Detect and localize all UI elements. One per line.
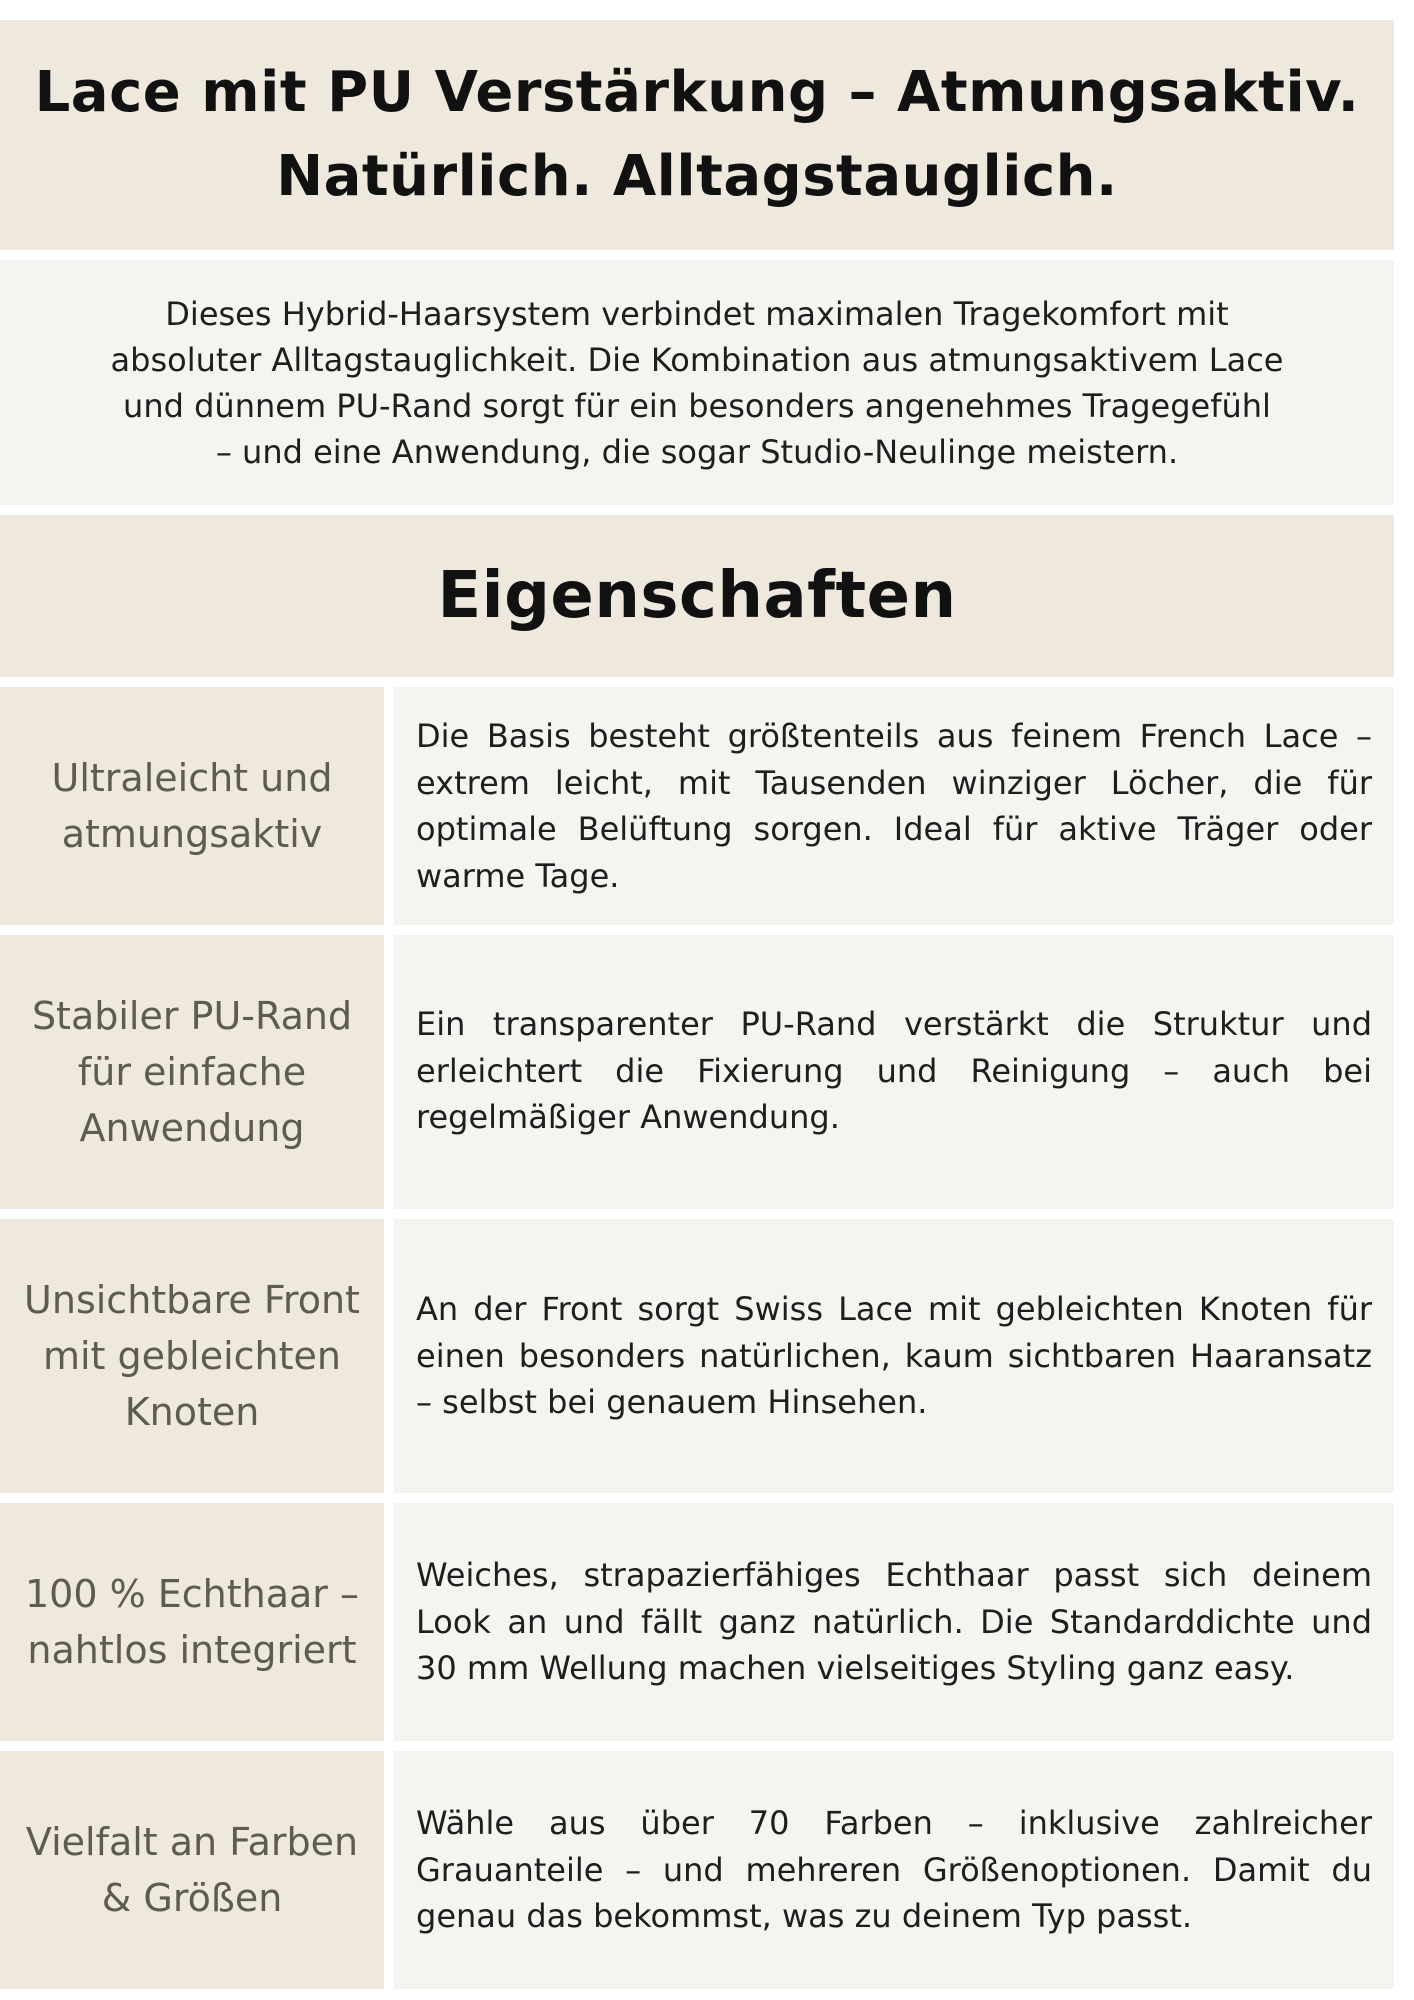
intro-line-3: und dünnem PU-Rand sorgt für ein besonders angenehmes Tragegefühl <box>123 386 1271 425</box>
intro-line-2: absoluter Alltagstauglichkeit. Die Kombination aus atmungsaktivem Lace <box>110 340 1284 379</box>
intro-panel <box>0 260 1394 505</box>
feature-label: Unsichtbare Front mit gebleichten Knoten <box>24 1278 360 1434</box>
feature-row <box>0 687 1394 925</box>
feature-row <box>0 1503 1394 1741</box>
feature-description: An der Front sorgt Swiss Lace mit gebleichten Knoten für einen besonders natürlichen, kaum sichtbaren Haaransatz – selbst bei genauem Hinsehen. <box>416 1290 1372 1422</box>
feature-label: 100 % Echthaar – nahtlos integriert <box>24 1572 360 1672</box>
feature-label: Ultraleicht und atmungsaktiv <box>51 756 333 856</box>
page-title-line-1: Lace mit PU Verstärkung – Atmungsaktiv. <box>34 60 1360 125</box>
feature-description-cell <box>394 1503 1394 1741</box>
intro-text <box>111 291 1284 475</box>
feature-label-cell <box>0 687 384 925</box>
feature-description: Wähle aus über 70 Farben – inklusive zahlreicher Grauanteile – und mehreren Größenoptionen. Damit du genau das bekommst, was zu deinem Typ passt. <box>416 1804 1372 1936</box>
feature-row <box>0 1219 1394 1493</box>
intro-line-4: – und eine Anwendung, die sogar Studio-Neulinge meistern. <box>215 432 1179 471</box>
product-info-sheet <box>0 20 1394 1989</box>
feature-description: Ein transparenter PU-Rand verstärkt die Struktur und erleichtert die Fixierung und Reinigung – auch bei regelmäßiger Anwendung. <box>416 1005 1372 1136</box>
feature-description-cell <box>394 935 1394 1209</box>
feature-label-cell <box>0 1751 384 1989</box>
feature-description-cell <box>394 687 1394 925</box>
feature-label-cell <box>0 1219 384 1493</box>
feature-row <box>0 935 1394 1209</box>
feature-description: Weiches, strapazierfähiges Echthaar passt sich deinem Look an und fällt ganz natürlich. Die Standarddichte und 30 mm Wellung machen vielseitiges Styling ganz easy. <box>416 1556 1372 1688</box>
feature-label: Vielfalt an Farben & Größen <box>25 1820 359 1920</box>
intro-line-1: Dieses Hybrid-Haarsystem verbindet maximalen Tragekomfort mit <box>165 294 1229 333</box>
feature-description-cell <box>394 1219 1394 1493</box>
page-title-line-2: Natürlich. Alltagstauglich. <box>276 144 1118 209</box>
feature-label: Stabiler PU-Rand für einfache Anwendung <box>31 994 353 1150</box>
feature-label-cell <box>0 935 384 1209</box>
feature-row <box>0 1751 1394 1989</box>
feature-description-cell <box>394 1751 1394 1989</box>
feature-label-cell <box>0 1503 384 1741</box>
feature-description: Die Basis besteht größtenteils aus feinem French Lace – extrem leicht, mit Tausenden winziger Löcher, die für optimale Belüftung sorgen. Ideal für aktive Träger oder warme Tage. <box>416 717 1372 895</box>
section-heading-banner <box>0 515 1394 677</box>
section-heading: Eigenschaften <box>437 559 957 633</box>
title-banner <box>0 20 1394 250</box>
